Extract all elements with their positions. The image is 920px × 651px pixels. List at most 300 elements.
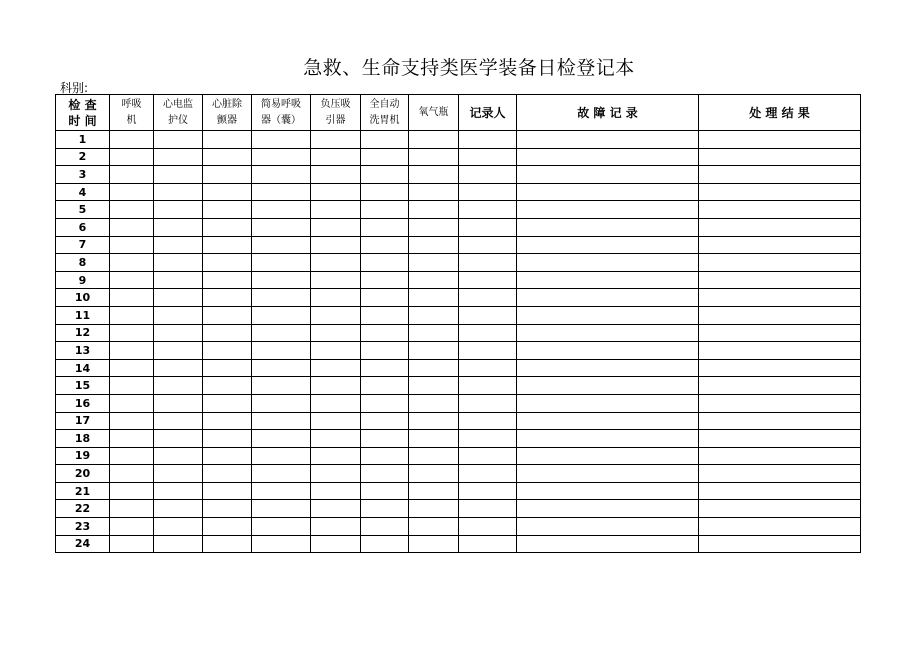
entry-cell[interactable] [409,465,459,483]
row-number: 3 [56,166,110,184]
entry-cell[interactable] [361,183,409,201]
entry-cell[interactable] [699,412,861,430]
entry-cell[interactable] [203,306,252,324]
entry-cell[interactable] [459,394,517,412]
table-row [56,359,861,377]
entry-cell[interactable] [409,271,459,289]
entry-cell[interactable] [252,482,311,500]
table-row [56,218,861,236]
entry-cell[interactable] [517,447,699,465]
entry-cell[interactable] [361,465,409,483]
entry-cell[interactable] [154,342,203,360]
entry-cell[interactable] [311,500,361,518]
entry-cell[interactable] [409,131,459,149]
entry-cell[interactable] [459,271,517,289]
entry-cell[interactable] [361,447,409,465]
table-row [56,306,861,324]
entry-cell[interactable] [361,148,409,166]
entry-cell[interactable] [409,166,459,184]
entry-cell[interactable] [110,412,154,430]
entry-cell[interactable] [459,201,517,219]
entry-cell[interactable] [361,518,409,536]
entry-cell[interactable] [311,359,361,377]
entry-cell[interactable] [361,324,409,342]
entry-cell[interactable] [409,447,459,465]
entry-cell[interactable] [311,342,361,360]
entry-cell[interactable] [409,394,459,412]
entry-cell[interactable] [361,306,409,324]
entry-cell[interactable] [252,394,311,412]
row-number: 19 [56,447,110,465]
entry-cell[interactable] [361,430,409,448]
entry-cell[interactable] [517,412,699,430]
entry-cell[interactable] [699,500,861,518]
entry-cell[interactable] [154,482,203,500]
entry-cell[interactable] [517,254,699,272]
entry-cell[interactable] [311,131,361,149]
entry-cell[interactable] [409,342,459,360]
entry-cell[interactable] [361,394,409,412]
entry-cell[interactable] [311,254,361,272]
table-row [56,236,861,254]
entry-cell[interactable] [110,183,154,201]
table-row [56,271,861,289]
entry-cell[interactable] [517,500,699,518]
entry-cell[interactable] [110,377,154,395]
inspection-log-table [55,94,861,553]
entry-cell[interactable] [252,465,311,483]
entry-cell[interactable] [203,131,252,149]
entry-cell[interactable] [110,236,154,254]
entry-cell[interactable] [517,342,699,360]
table-row [56,412,861,430]
row-number: 6 [56,218,110,236]
table-row [56,131,861,149]
entry-cell[interactable] [154,394,203,412]
entry-cell[interactable] [203,271,252,289]
entry-cell[interactable] [361,236,409,254]
entry-cell[interactable] [311,518,361,536]
entry-cell[interactable] [361,359,409,377]
entry-cell[interactable] [459,289,517,307]
header-row [56,95,861,131]
department-label: 科别: [60,81,89,95]
table-row [56,394,861,412]
entry-cell[interactable] [459,342,517,360]
entry-cell[interactable] [154,131,203,149]
entry-cell[interactable] [203,412,252,430]
entry-cell[interactable] [154,306,203,324]
row-number: 15 [56,377,110,395]
entry-cell[interactable] [110,166,154,184]
entry-cell[interactable] [699,201,861,219]
entry-cell[interactable] [110,482,154,500]
entry-cell[interactable] [517,236,699,254]
row-number: 12 [56,324,110,342]
entry-cell[interactable] [699,306,861,324]
row-number: 21 [56,482,110,500]
entry-cell[interactable] [361,535,409,553]
entry-cell[interactable] [361,218,409,236]
entry-cell[interactable] [252,377,311,395]
entry-cell[interactable] [252,183,311,201]
entry-cell[interactable] [110,218,154,236]
table-row [56,535,861,553]
row-number: 16 [56,394,110,412]
entry-cell[interactable] [361,342,409,360]
entry-cell[interactable] [311,377,361,395]
entry-cell[interactable] [699,394,861,412]
entry-cell[interactable] [110,342,154,360]
entry-cell[interactable] [311,148,361,166]
entry-cell[interactable] [311,236,361,254]
entry-cell[interactable] [699,482,861,500]
entry-cell[interactable] [699,430,861,448]
entry-cell[interactable] [517,289,699,307]
entry-cell[interactable] [154,359,203,377]
row-number: 24 [56,535,110,553]
entry-cell[interactable] [110,535,154,553]
entry-cell[interactable] [699,465,861,483]
entry-cell[interactable] [699,518,861,536]
row-number: 11 [56,306,110,324]
entry-cell[interactable] [311,166,361,184]
row-number: 22 [56,500,110,518]
entry-cell[interactable] [252,218,311,236]
entry-cell[interactable] [203,236,252,254]
entry-cell[interactable] [311,465,361,483]
entry-cell[interactable] [311,535,361,553]
entry-cell[interactable] [110,430,154,448]
entry-cell[interactable] [517,201,699,219]
entry-cell[interactable] [203,500,252,518]
table-row [56,500,861,518]
entry-cell[interactable] [361,289,409,307]
entry-cell[interactable] [699,218,861,236]
entry-cell[interactable] [203,183,252,201]
row-number: 10 [56,289,110,307]
entry-cell[interactable] [252,201,311,219]
entry-cell[interactable] [409,236,459,254]
table-row [56,254,861,272]
entry-cell[interactable] [203,359,252,377]
entry-cell[interactable] [699,289,861,307]
entry-cell[interactable] [409,377,459,395]
header-handling-result: 处 理 结 果 [699,95,861,131]
table-row [56,377,861,395]
entry-cell[interactable] [252,131,311,149]
entry-cell[interactable] [203,324,252,342]
entry-cell[interactable] [110,306,154,324]
entry-cell[interactable] [409,482,459,500]
table-row [56,324,861,342]
entry-cell[interactable] [409,430,459,448]
entry-cell[interactable] [154,447,203,465]
entry-cell[interactable] [699,324,861,342]
entry-cell[interactable] [517,394,699,412]
entry-cell[interactable] [409,518,459,536]
entry-cell[interactable] [252,518,311,536]
header-ecg-monitor: 心电监 护仪 [154,95,203,131]
entry-cell[interactable] [517,324,699,342]
entry-cell[interactable] [699,359,861,377]
entry-cell[interactable] [517,166,699,184]
entry-cell[interactable] [409,148,459,166]
entry-cell[interactable] [361,254,409,272]
entry-cell[interactable] [459,447,517,465]
header-defibrillator: 心脏除 颤器 [203,95,252,131]
entry-cell[interactable] [459,254,517,272]
entry-cell[interactable] [361,166,409,184]
entry-cell[interactable] [459,377,517,395]
table-row [56,447,861,465]
entry-cell[interactable] [311,447,361,465]
entry-cell[interactable] [517,430,699,448]
entry-cell[interactable] [459,236,517,254]
entry-cell[interactable] [203,342,252,360]
entry-cell[interactable] [203,377,252,395]
row-number: 20 [56,465,110,483]
entry-cell[interactable] [154,518,203,536]
table-row [56,518,861,536]
entry-cell[interactable] [699,271,861,289]
entry-cell[interactable] [459,183,517,201]
table-row [56,183,861,201]
entry-cell[interactable] [699,236,861,254]
entry-cell[interactable] [252,254,311,272]
entry-cell[interactable] [110,394,154,412]
entry-cell[interactable] [203,430,252,448]
row-number: 14 [56,359,110,377]
header-recorder: 记录人 [459,95,517,131]
entry-cell[interactable] [459,412,517,430]
table-row [56,289,861,307]
entry-cell[interactable] [252,306,311,324]
row-number: 5 [56,201,110,219]
table-row [56,430,861,448]
row-number: 17 [56,412,110,430]
entry-cell[interactable] [361,482,409,500]
entry-cell[interactable] [699,183,861,201]
entry-cell[interactable] [459,324,517,342]
entry-cell[interactable] [517,482,699,500]
entry-cell[interactable] [154,236,203,254]
row-number: 13 [56,342,110,360]
entry-cell[interactable] [459,359,517,377]
entry-cell[interactable] [154,500,203,518]
entry-cell[interactable] [459,482,517,500]
entry-cell[interactable] [409,359,459,377]
entry-cell[interactable] [409,183,459,201]
entry-cell[interactable] [110,289,154,307]
entry-cell[interactable] [459,430,517,448]
row-number: 2 [56,148,110,166]
entry-cell[interactable] [110,148,154,166]
entry-cell[interactable] [517,377,699,395]
entry-cell[interactable] [252,430,311,448]
entry-cell[interactable] [252,289,311,307]
entry-cell[interactable] [459,500,517,518]
entry-cell[interactable] [110,254,154,272]
entry-cell[interactable] [203,166,252,184]
entry-cell[interactable] [459,465,517,483]
entry-cell[interactable] [409,218,459,236]
entry-cell[interactable] [361,500,409,518]
entry-cell[interactable] [361,201,409,219]
entry-cell[interactable] [110,324,154,342]
entry-cell[interactable] [311,306,361,324]
entry-cell[interactable] [252,166,311,184]
entry-cell[interactable] [110,447,154,465]
entry-cell[interactable] [517,535,699,553]
entry-cell[interactable] [311,271,361,289]
entry-cell[interactable] [459,306,517,324]
entry-cell[interactable] [311,324,361,342]
table-row [56,482,861,500]
entry-cell[interactable] [110,271,154,289]
entry-cell[interactable] [154,465,203,483]
entry-cell[interactable] [311,412,361,430]
entry-cell[interactable] [154,377,203,395]
table-row [56,342,861,360]
entry-cell[interactable] [252,447,311,465]
row-number: 9 [56,271,110,289]
entry-cell[interactable] [252,236,311,254]
entry-cell[interactable] [154,430,203,448]
entry-cell[interactable] [699,131,861,149]
entry-cell[interactable] [311,289,361,307]
entry-cell[interactable] [203,394,252,412]
table-row [56,201,861,219]
entry-cell[interactable] [252,324,311,342]
table-row [56,148,861,166]
entry-cell[interactable] [110,518,154,536]
row-number: 18 [56,430,110,448]
entry-cell[interactable] [699,447,861,465]
entry-cell[interactable] [203,482,252,500]
entry-cell[interactable] [517,271,699,289]
entry-cell[interactable] [517,518,699,536]
entry-cell[interactable] [517,183,699,201]
entry-cell[interactable] [203,148,252,166]
entry-cell[interactable] [110,201,154,219]
entry-cell[interactable] [699,254,861,272]
table-row [56,465,861,483]
row-number: 1 [56,131,110,149]
entry-cell[interactable] [252,271,311,289]
entry-cell[interactable] [154,254,203,272]
entry-cell[interactable] [154,166,203,184]
entry-cell[interactable] [409,412,459,430]
entry-cell[interactable] [409,254,459,272]
entry-cell[interactable] [203,289,252,307]
entry-cell[interactable] [203,465,252,483]
row-number: 23 [56,518,110,536]
log-body [56,131,861,553]
entry-cell[interactable] [409,324,459,342]
entry-cell[interactable] [252,148,311,166]
entry-cell[interactable] [110,500,154,518]
entry-cell[interactable] [409,500,459,518]
entry-cell[interactable] [154,412,203,430]
entry-cell[interactable] [311,218,361,236]
entry-cell[interactable] [154,289,203,307]
entry-cell[interactable] [203,518,252,536]
entry-cell[interactable] [699,342,861,360]
entry-cell[interactable] [154,148,203,166]
entry-cell[interactable] [252,342,311,360]
entry-cell[interactable] [699,166,861,184]
entry-cell[interactable] [110,131,154,149]
entry-cell[interactable] [699,148,861,166]
entry-cell[interactable] [517,359,699,377]
entry-cell[interactable] [311,430,361,448]
entry-cell[interactable] [361,131,409,149]
entry-cell[interactable] [252,500,311,518]
entry-cell[interactable] [311,482,361,500]
entry-cell[interactable] [154,183,203,201]
entry-cell[interactable] [203,254,252,272]
entry-cell[interactable] [409,306,459,324]
entry-cell[interactable] [517,465,699,483]
entry-cell[interactable] [311,183,361,201]
entry-cell[interactable] [459,131,517,149]
entry-cell[interactable] [154,271,203,289]
row-number: 8 [56,254,110,272]
entry-cell[interactable] [252,412,311,430]
entry-cell[interactable] [110,465,154,483]
entry-cell[interactable] [361,271,409,289]
entry-cell[interactable] [110,359,154,377]
entry-cell[interactable] [459,166,517,184]
entry-cell[interactable] [361,377,409,395]
header-ventilator: 呼吸 机 [110,95,154,131]
entry-cell[interactable] [517,218,699,236]
entry-cell[interactable] [517,306,699,324]
header-fault-record: 故 障 记 录 [517,95,699,131]
entry-cell[interactable] [154,324,203,342]
entry-cell[interactable] [311,394,361,412]
header-check-time: 检 查 时 间 [56,95,110,131]
entry-cell[interactable] [203,218,252,236]
entry-cell[interactable] [361,412,409,430]
entry-cell[interactable] [203,201,252,219]
entry-cell[interactable] [517,131,699,149]
entry-cell[interactable] [517,148,699,166]
entry-cell[interactable] [311,201,361,219]
page-title: 急救、生命支持类医学装备日检登记本 [303,57,635,79]
entry-cell[interactable] [459,148,517,166]
row-number: 7 [56,236,110,254]
entry-cell[interactable] [252,535,311,553]
entry-cell[interactable] [409,289,459,307]
entry-cell[interactable] [459,518,517,536]
entry-cell[interactable] [154,218,203,236]
header-suction: 负压吸 引器 [311,95,361,131]
entry-cell[interactable] [252,359,311,377]
entry-cell[interactable] [203,535,252,553]
entry-cell[interactable] [409,201,459,219]
header-gastric-lavage: 全自动 洗胃机 [361,95,409,131]
entry-cell[interactable] [154,201,203,219]
entry-cell[interactable] [699,535,861,553]
entry-cell[interactable] [699,377,861,395]
entry-cell[interactable] [203,447,252,465]
entry-cell[interactable] [154,535,203,553]
entry-cell[interactable] [409,535,459,553]
entry-cell[interactable] [459,535,517,553]
entry-cell[interactable] [459,218,517,236]
